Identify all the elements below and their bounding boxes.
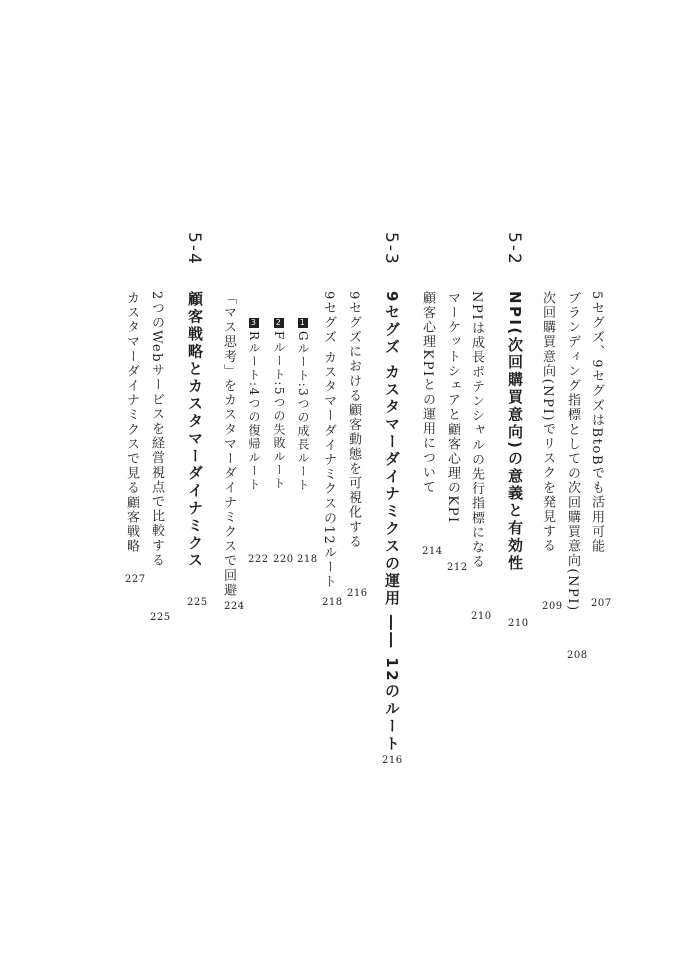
route-label: Fルート:5つの失敗ルート: [272, 331, 286, 491]
route-entry: [297, 318, 309, 492]
section-heading: NPI(次回購買意向)の意義と有効性: [506, 291, 524, 573]
page-number: 225: [187, 597, 208, 608]
route-entry: [273, 318, 285, 491]
page-number: 210: [508, 618, 529, 629]
page-number: 214: [422, 546, 443, 557]
page-number: 220: [273, 554, 294, 565]
toc-entry: 9セグズ カスタマーダイナミクスの12ルート: [321, 291, 336, 590]
page-number: 208: [567, 650, 588, 661]
section-heading: 9セグズ カスタマーダイナミクスの運用 ―― 12のルート: [383, 291, 401, 753]
page-number: 222: [248, 554, 269, 565]
page-number: 218: [297, 554, 318, 565]
page-number: 227: [125, 574, 146, 585]
page-number: 209: [542, 601, 563, 612]
page-number: 225: [150, 612, 171, 623]
toc-entry: 次回購買意向(NPI)でリスクを発見する: [540, 291, 555, 554]
route-badge: 2: [275, 318, 283, 327]
section-number: 5-3: [381, 232, 401, 266]
toc-entry: 顧客心理KPIとの運用について: [420, 291, 435, 495]
section-number: 5-2: [504, 232, 524, 266]
page-number: 218: [322, 597, 343, 608]
page-number: 212: [447, 562, 468, 573]
toc-entry: マーケットシェアと顧客心理のKPI: [445, 291, 460, 524]
toc-entry: 9セグズにおける顧客動態を可視化する: [346, 291, 361, 550]
section-heading: 顧客戦略とカスタマーダイナミクス: [186, 291, 204, 570]
toc-entry: カスタマーダイナミクスで見る顧客戦略: [124, 291, 139, 554]
toc-entry: 「マス思考」をカスタマーダイナミクスで回避: [221, 291, 236, 598]
route-badge: 3: [250, 318, 258, 327]
toc-entry: 2つのWebサービスを経営視点で比較する: [149, 291, 164, 568]
page-number: 224: [224, 601, 245, 612]
route-badge: 1: [299, 318, 307, 327]
route-entry: [248, 318, 260, 491]
page-number: 210: [471, 611, 492, 622]
page-number: 207: [591, 598, 612, 609]
toc-entry: ブランディング指標としての次回購買意向(NPI): [565, 291, 580, 612]
page-number: 216: [382, 755, 403, 766]
page-number: 216: [347, 588, 368, 599]
toc-entry: 5セグズ、9セグズはBtoBでも活用可能: [589, 291, 604, 554]
toc-entry: NPIは成長ポテンシャルの先行指標になる: [469, 291, 484, 570]
route-label: Gルート:3つの成長ルート: [296, 331, 310, 492]
route-label: Rルート:4つの復帰ルート: [247, 331, 261, 492]
section-number: 5-4: [184, 232, 204, 266]
